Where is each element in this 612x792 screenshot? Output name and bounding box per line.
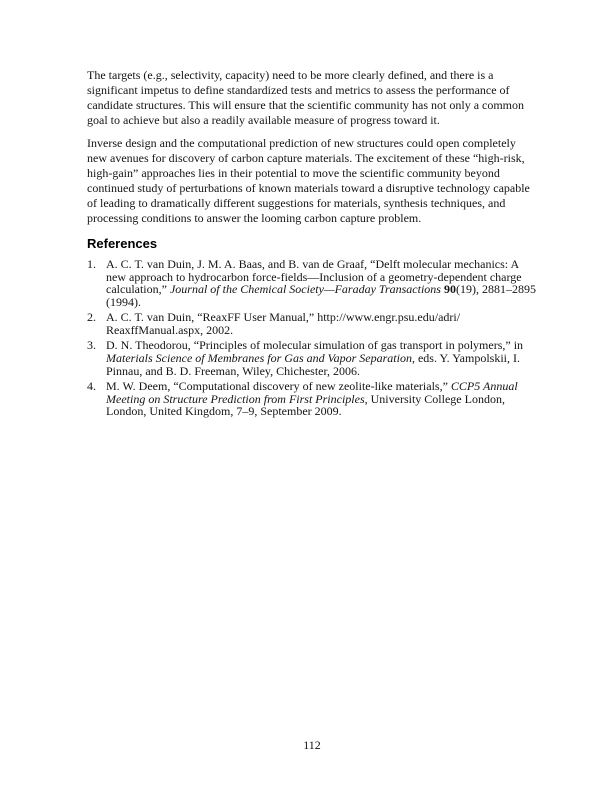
page-content xyxy=(87,68,537,420)
reference-item xyxy=(87,258,537,309)
reference-text-segment: M. W. Deem, “Computational discovery of new zeolite-like materials,” xyxy=(106,378,451,393)
reference-number: 3. xyxy=(87,338,96,353)
reference-text-segment: , University College London, London, United Kingdom, 7–9, September 2009. xyxy=(106,391,505,419)
paragraph: The targets (e.g., selectivity, capacity) need to be more clearly defined, and there is a significant impetus to define standardized tests and metrics to assess the performance of candidate structures. This will ensure that the scientific community has not only a common goal to achieve but also a readily available measure of progress toward it. xyxy=(87,68,525,127)
reference-item xyxy=(87,339,537,377)
reference-url: A. C. T. van Duin, “ReaxFF User Manual,” http://www.engr.psu.edu/adri/ xyxy=(106,310,461,325)
reference-number: 4. xyxy=(87,378,96,393)
reference-item xyxy=(87,311,537,336)
reference-text-segment: A. C. T. van Duin, J. M. A. Baas, and B. van de Graaf, “Delft molecular mechanics: A new approach to hydrocarbon force-fields—Inclusion of a geometry-dependent charge calculation,” xyxy=(106,257,522,297)
reference-text-segment: (19), 2881–2895 (1994). xyxy=(106,282,536,310)
volume-number: 90 xyxy=(443,282,456,297)
reference-text-segment: D. N. Theodorou, “Principles of molecular simulation of gas transport in polymers,” in xyxy=(106,338,524,353)
reference-url: ReaxffManual.aspx, 2002. xyxy=(106,323,234,338)
conference-title: CCP5 Annual Meeting on Structure Prediction from First Principles xyxy=(106,378,518,406)
reference-item xyxy=(87,380,537,418)
reference-number: 1. xyxy=(87,257,96,271)
book-title: Materials Science of Membranes for Gas and Vapor Separation xyxy=(106,350,412,365)
references-heading: References xyxy=(87,236,158,251)
reference-number: 2. xyxy=(87,310,96,325)
journal-title: Journal of the Chemical Society—Faraday Transactions xyxy=(169,282,441,297)
page-number: 112 xyxy=(303,738,321,752)
reference-text-segment: , eds. Y. Yampolskii, I. Pinnau, and B. D. Freeman, Wiley, Chichester, 2006. xyxy=(106,350,520,378)
paragraph: Inverse design and the computational prediction of new structures could open completely new avenues for discovery of carbon capture materials. The excitement of these “high-risk, high-gain” approaches lies in their potential to move the scientific community beyond continued study of perturbations of known materials toward a disruptive technology capable of leading to dramatically different suggestions for materials, synthesis techniques, and processing conditions to answer the looming carbon capture problem. xyxy=(87,136,530,225)
references-list xyxy=(87,258,537,418)
